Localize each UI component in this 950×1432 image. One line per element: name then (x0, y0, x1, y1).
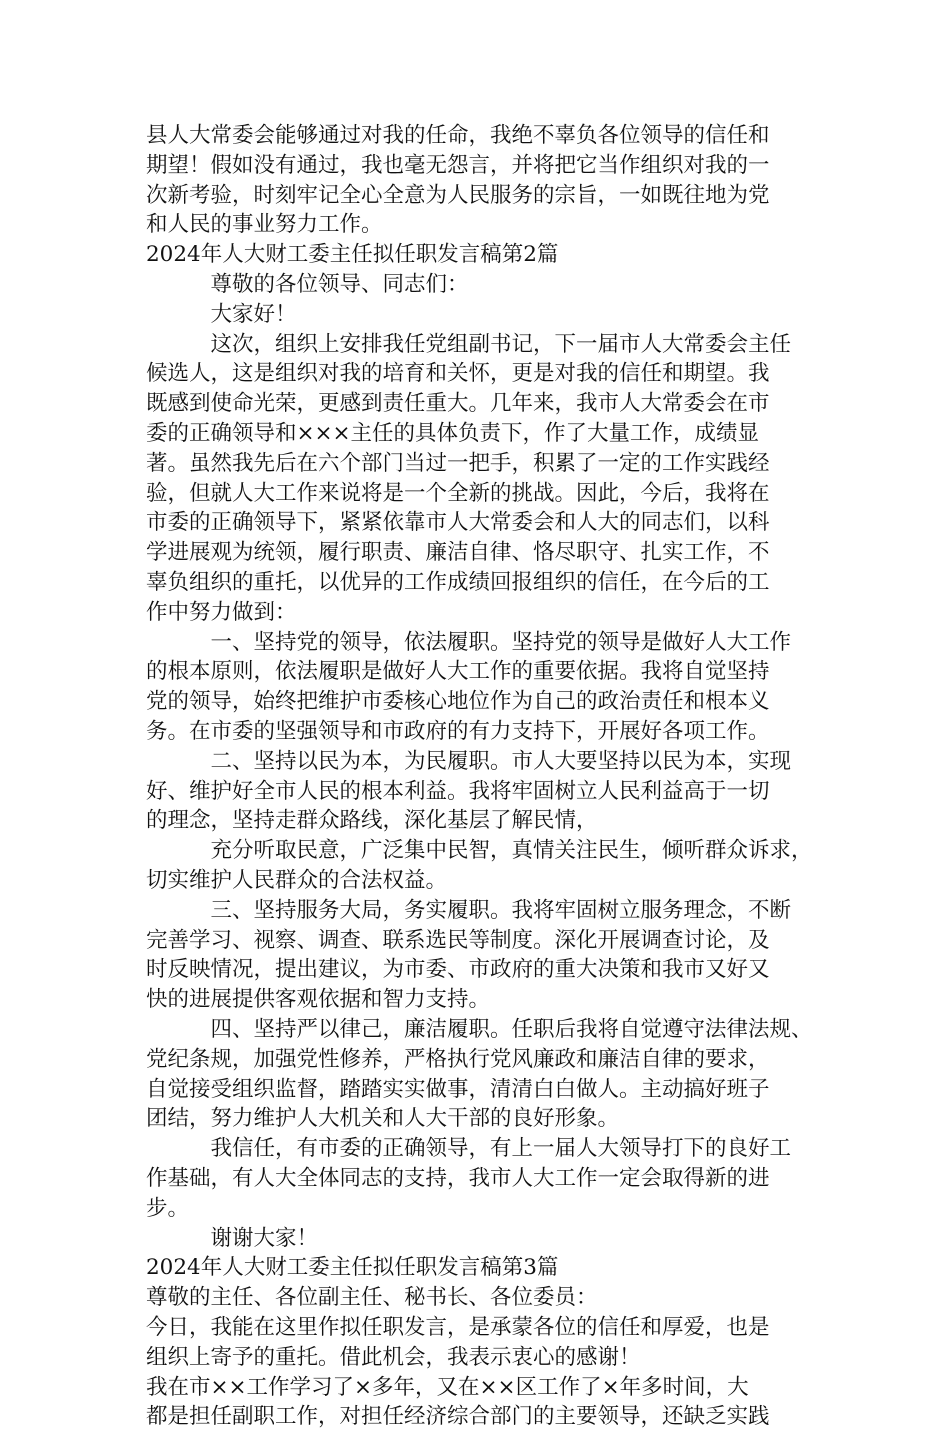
text-line: 县人大常委会能够通过对我的任命，我绝不辜负各位领导的信任和 (146, 123, 770, 148)
text-line: 组织上寄予的重托。借此机会，我表示衷心的感谢！ (146, 1344, 641, 1370)
text-line: 辜负组织的重托，以优异的工作成绩回报组织的信任，在今后的工 (146, 570, 770, 595)
text-line: 验，但就人大工作来说将是一个全新的挑战。因此，今后，我将在 (146, 480, 770, 506)
text-line: 这次，组织上安排我任党组副书记，下一届市人大常委会主任 (146, 331, 792, 357)
text-line: 一、坚持党的领导，依法履职。坚持党的领导是做好人大工作 (146, 629, 792, 655)
text-line: 二、坚持以民为本，为民履职。市人大要坚持以民为本，实现 (146, 748, 792, 774)
text-line: 充分听取民意，广泛集中民智，真情关注民生，倾听群众诉求， (146, 838, 813, 864)
text-line: 我在市××工作学习了×多年，又在××区工作了×年多时间，大 (146, 1374, 749, 1400)
text-line: 尊敬的主任、各位副主任、秘书长、各位委员： (146, 1285, 598, 1311)
text-line: 时反映情况，提出建议，为市委、市政府的重大决策和我市又好又 (146, 957, 770, 983)
text-line: 完善学习、视察、调查、联系选民等制度。深化开展调查讨论，及 (146, 927, 770, 953)
text-line: 著。虽然我先后在六个部门当过一把手，积累了一定的工作实践经 (146, 450, 770, 476)
text-line: 党纪条规，加强党性修养，严格执行党风廉政和廉洁自律的要求， (146, 1046, 770, 1072)
text-line: 候选人，这是组织对我的培育和关怀，更是对我的信任和期望。我 (146, 361, 770, 387)
text-line: 期望！假如没有通过，我也毫无怨言，并将把它当作组织对我的一 (146, 152, 770, 178)
text-line: 2024年人大财工委主任拟任职发言稿第2篇 (146, 242, 559, 268)
text-line: 委的正确领导和×××主任的具体负责下，作了大量工作，成绩显 (146, 421, 760, 446)
text-line: 市委的正确领导下，紧紧依靠市人大常委会和人大的同志们，以科 (146, 510, 770, 536)
text-line: 尊敬的各位领导、同志们： (146, 272, 469, 297)
text-line: 2024年人大财工委主任拟任职发言稿第3篇 (146, 1255, 559, 1281)
text-line: 我信任，有市委的正确领导，有上一届人大领导打下的良好工 (146, 1136, 792, 1162)
text-line: 都是担任副职工作，对担任经济综合部门的主要领导，还缺乏实践 (146, 1404, 770, 1430)
text-line: 党的领导，始终把维护市委核心地位作为自己的政治责任和根本义 (146, 689, 770, 715)
text-line: 自觉接受组织监督，踏踏实实做事，清清白白做人。主动搞好班子 (146, 1076, 770, 1102)
text-line: 和人民的事业努力工作。 (146, 212, 383, 238)
text-line: 团结，努力维护人大机关和人大干部的良好形象。 (146, 1106, 620, 1132)
text-line: 大家好！ (146, 301, 297, 327)
text-line: 三、坚持服务大局，务实履职。我将牢固树立服务理念，不断 (146, 897, 792, 923)
text-line: 四、坚持严以律己，廉洁履职。任职后我将自觉遵守法律法规、 (146, 1017, 813, 1042)
text-line: 步。 (146, 1195, 190, 1221)
text-line: 务。在市委的坚强领导和市政府的有力支持下，开展好各项工作。 (146, 719, 770, 744)
text-line: 既感到使命光荣，更感到责任重大。几年来，我市人大常委会在市 (146, 391, 770, 417)
text-line: 好、维护好全市人民的根本利益。我将牢固树立人民利益高于一切 (146, 778, 770, 804)
text-line: 谢谢大家！ (146, 1225, 319, 1251)
text-line: 学进展观为统领，履行职责、廉洁自律、恪尽职守、扎实工作，不 (146, 540, 770, 566)
text-line: 快的进展提供客观依据和智力支持。 (146, 987, 491, 1013)
text-line: 切实维护人民群众的合法权益。 (146, 868, 448, 893)
text-line: 的根本原则，依法履职是做好人大工作的重要依据。我将自觉坚持 (146, 659, 770, 685)
text-line: 今日，我能在这里作拟任职发言，是承蒙各位的信任和厚爱，也是 (146, 1315, 770, 1340)
text-line: 次新考验，时刻牢记全心全意为人民服务的宗旨，一如既往地为党 (146, 182, 770, 208)
text-line: 的理念，坚持走群众路线，深化基层了解民情， (146, 808, 598, 834)
text-line: 作基础，有人大全体同志的支持，我市人大工作一定会取得新的进 (146, 1166, 770, 1191)
text-line: 作中努力做到： (146, 599, 297, 625)
